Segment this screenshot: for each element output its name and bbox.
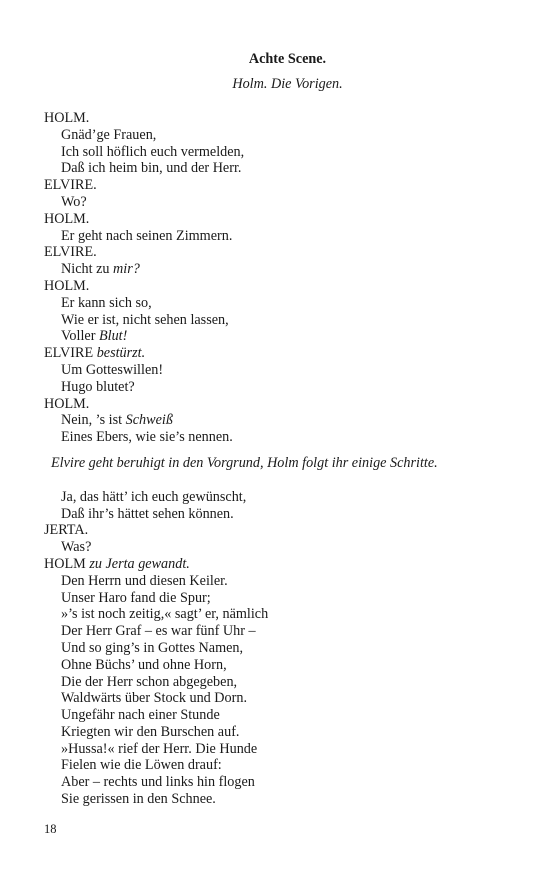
line-text: JERTA. <box>44 522 89 539</box>
verse-line <box>44 640 438 657</box>
verse-line <box>44 228 438 245</box>
speaker-name <box>44 522 438 539</box>
verse-line <box>44 741 438 758</box>
line-text: Den Herrn und diesen Keiler. <box>61 572 228 589</box>
line-text: Kriegten wir den Burschen auf. <box>61 723 240 740</box>
line-text: Daß ich heim bin, und der Herr. <box>61 160 242 177</box>
line-text: Hugo blutet? <box>61 378 135 395</box>
verse-line <box>44 623 438 640</box>
verse-line <box>44 674 438 691</box>
line-text: HOLM. <box>44 210 90 227</box>
verse-line <box>44 774 438 791</box>
line-text: Wo? <box>61 193 87 210</box>
dialogue-text <box>44 110 438 808</box>
verse-line <box>44 379 438 396</box>
verse-line <box>44 506 438 523</box>
line-text: Daß ihr’s hättet sehen können. <box>61 505 234 522</box>
verse-line <box>44 328 438 345</box>
line-text: ELVIRE. <box>44 177 97 194</box>
line-text: HOLM. <box>44 277 90 294</box>
line-emphasis: Schweiß <box>125 412 173 429</box>
verse-line <box>44 573 438 590</box>
scene-persons: Holm. Die Vorigen. <box>232 76 343 92</box>
line-text: Und so ging’s in Gottes Namen, <box>61 639 244 656</box>
line-text: HOLM. <box>44 395 90 412</box>
line-text: Sie gerissen in den Schnee. <box>61 791 216 808</box>
speaker-name <box>44 278 438 295</box>
line-text: »Hussa!« rief der Herr. Die Hunde <box>61 740 258 757</box>
line-text: »’s ist noch zeitig,« sagt’ er, nämlich <box>61 606 269 623</box>
line-text: Was? <box>61 539 92 556</box>
verse-line <box>44 606 438 623</box>
line-text: Ungefähr nach einer Stunde <box>61 707 220 724</box>
line-text: Ich soll höflich euch vermelden, <box>61 143 245 160</box>
verse-line <box>44 362 438 379</box>
line-text: Ohne Büchs’ und ohne Horn, <box>61 656 227 673</box>
line-text: Gnäd’ge Frauen, <box>61 126 157 143</box>
verse-line <box>44 160 438 177</box>
line-text: Nein, ’s ist <box>61 412 126 429</box>
speaker-name <box>44 177 438 194</box>
line-text: Waldwärts über Stock und Dorn. <box>61 690 248 707</box>
verse-line <box>44 590 438 607</box>
line-emphasis: Blut! <box>98 328 128 345</box>
dialogue-block-2 <box>44 489 438 808</box>
line-text: HOLM <box>44 555 90 572</box>
verse-line <box>44 657 438 674</box>
line-text: Er geht nach seinen Zimmern. <box>61 227 233 244</box>
speaker-name <box>44 244 438 261</box>
speaker-name <box>44 110 438 127</box>
verse-line <box>44 261 438 278</box>
page-number: 18 <box>44 822 57 836</box>
dialogue-block-1 <box>44 110 438 446</box>
verse-line <box>44 412 438 429</box>
verse-line <box>44 724 438 741</box>
line-text: Wie er ist, nicht sehen lassen, <box>61 311 229 328</box>
verse-line <box>44 539 438 556</box>
verse-line <box>44 127 438 144</box>
speaker-name <box>44 345 438 362</box>
verse-line <box>44 791 438 808</box>
speaker-name <box>44 396 438 413</box>
line-text: Eines Ebers, wie sie’s nennen. <box>61 429 233 446</box>
line-text: HOLM. <box>44 110 90 126</box>
line-text: Die der Herr schon abgegeben, <box>61 673 238 690</box>
line-emphasis: bestürzt. <box>96 345 146 362</box>
stage-direction: Elvire geht beruhigt in den Vorgrund, Holm folgt ihr einige Schritte. <box>51 454 438 471</box>
verse-line <box>44 429 438 446</box>
verse-line <box>44 707 438 724</box>
line-text: Um Gotteswillen! <box>61 361 164 378</box>
verse-line <box>44 757 438 774</box>
line-text: Ja, das hätt’ ich euch gewünscht, <box>61 488 247 505</box>
line-emphasis: mir? <box>113 261 140 278</box>
line-text: Er kann sich so, <box>61 294 152 311</box>
verse-line <box>44 690 438 707</box>
scene-title: Achte Scene. <box>248 51 327 67</box>
line-text: Nicht zu <box>61 261 114 278</box>
verse-line <box>44 295 438 312</box>
verse-line <box>44 144 438 161</box>
speaker-name <box>44 211 438 228</box>
line-text: ELVIRE. <box>44 244 97 261</box>
speaker-name <box>44 556 438 573</box>
line-text: ELVIRE <box>44 345 97 362</box>
line-text: Fielen wie die Löwen drauf: <box>61 757 222 774</box>
line-emphasis: zu Jerta gewandt. <box>89 555 190 572</box>
verse-line <box>44 312 438 329</box>
line-text: Voller <box>61 328 99 345</box>
line-text: Der Herr Graf – es war fünf Uhr – <box>61 623 256 640</box>
verse-line <box>44 489 438 506</box>
line-text: Aber – rechts und links hin flogen <box>61 774 255 791</box>
line-text: Unser Haro fand die Spur; <box>61 589 211 606</box>
verse-line <box>44 194 438 211</box>
